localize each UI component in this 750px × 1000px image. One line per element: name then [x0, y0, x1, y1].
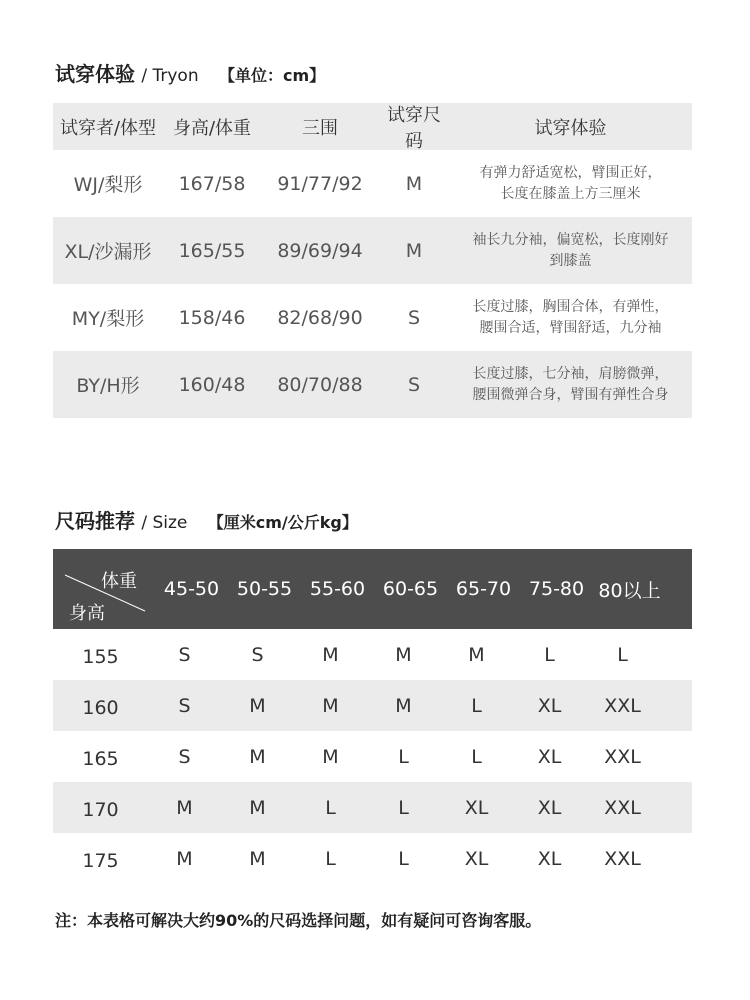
size-cell: M: [322, 643, 339, 666]
size-cell: XL: [537, 745, 562, 768]
tryon-section-title: [55, 58, 325, 87]
height-weight: 160/48: [178, 373, 246, 396]
height-weight: 158/46: [178, 306, 246, 329]
size-row: [53, 680, 692, 731]
size-title-en: / Size: [141, 513, 188, 533]
experience: [449, 364, 692, 406]
weight-range: 45-50: [163, 578, 220, 600]
experience-line: 长度过膝，七分袖，肩膀微弹，: [472, 365, 669, 382]
header-measurements: 三围: [302, 117, 338, 139]
tryon-row: [53, 217, 692, 284]
size-cell: XL: [537, 694, 562, 717]
size-cell: L: [325, 847, 336, 870]
tryon-title-cn: 试穿体验: [55, 62, 135, 86]
footnote: 注：本表格可解决大约90%的尺码选择问题，如有疑问可咨询客服。: [55, 911, 542, 930]
experience-line: 腰围合适，臂围舒适，九分袖: [479, 319, 662, 336]
height-value: 175: [82, 849, 119, 872]
experience-line: 长度在膝盖上方三厘米: [500, 185, 641, 202]
corner-weight-label: 体重: [101, 571, 137, 592]
size-cell: L: [325, 796, 336, 819]
size-unit: 【厘米cm/公斤kg】: [207, 513, 358, 532]
size-cell: M: [176, 847, 193, 870]
corner-height-label: 身高: [69, 603, 105, 624]
tester: XL/沙漏形: [64, 241, 152, 263]
tryon-row: [53, 150, 692, 217]
size-cell: M: [249, 796, 266, 819]
size-cell: M: [322, 745, 339, 768]
size-cell: S: [178, 694, 191, 717]
size-section-title: [55, 505, 358, 534]
size-cell: XXL: [604, 847, 641, 870]
header-experience: 试穿体验: [534, 117, 607, 139]
experience-line: 到膝盖: [549, 252, 592, 269]
experience-line: 长度过膝，胸围合体，有弹性，: [472, 298, 669, 315]
size-cell: M: [249, 694, 266, 717]
size-cell: L: [398, 745, 409, 768]
tryon-table: [53, 103, 692, 418]
tryon-title-en: / Tryon: [141, 66, 199, 86]
size-cell: L: [544, 643, 555, 666]
tester: BY/H形: [76, 375, 140, 397]
weight-range: 80以上: [598, 579, 661, 602]
size-cell: XL: [464, 796, 489, 819]
experience-line: 有弹力舒适宽松，臂围正好，: [479, 164, 662, 181]
header-tester: 试穿者/体型: [59, 117, 157, 139]
size-cell: M: [249, 745, 266, 768]
experience-line: 袖长九分袖，偏宽松，长度刚好: [472, 231, 669, 248]
size: S: [407, 373, 421, 396]
weight-range: 50-55: [236, 578, 293, 600]
header-height-weight: 身高/体重: [172, 117, 252, 139]
size-cell: XXL: [604, 694, 641, 717]
size-cell: M: [395, 643, 412, 666]
size-row: [53, 782, 692, 833]
tester: MY/梨形: [71, 308, 145, 330]
measurements: 82/68/90: [277, 306, 363, 329]
size-cell: M: [249, 847, 266, 870]
header-size: 试穿尺码: [387, 104, 441, 152]
weight-range: 60-65: [382, 578, 439, 600]
weight-range: 55-60: [309, 578, 366, 600]
size-row: [53, 731, 692, 782]
size-cell: M: [468, 643, 485, 666]
measurements: 89/69/94: [277, 239, 363, 262]
size-table: [53, 549, 692, 884]
size-row: [53, 629, 692, 680]
height-value: 160: [82, 696, 119, 719]
size-cell: S: [178, 745, 191, 768]
size-cell: XL: [537, 847, 562, 870]
tester: WJ/梨形: [73, 174, 143, 196]
experience-line: 腰围微弹合身，臂围有弹性合身: [472, 386, 669, 403]
height-value: 165: [82, 747, 119, 770]
tryon-row: [53, 351, 692, 418]
measurements: 91/77/92: [277, 172, 363, 195]
header-corner: [53, 549, 155, 629]
size-cell: XXL: [604, 745, 641, 768]
experience: [449, 297, 692, 339]
measurements: 80/70/88: [277, 373, 363, 396]
size-header-row: [53, 549, 692, 629]
experience: [449, 163, 692, 205]
size-cell: L: [471, 745, 482, 768]
height-weight: 165/55: [178, 239, 246, 262]
size-cell: L: [398, 796, 409, 819]
experience: [449, 230, 692, 272]
height-weight: 167/58: [178, 172, 246, 195]
size-cell: S: [178, 643, 191, 666]
tryon-row: [53, 284, 692, 351]
size-cell: L: [617, 643, 628, 666]
size-cell: L: [398, 847, 409, 870]
size-row: [53, 833, 692, 884]
size: S: [407, 306, 421, 329]
size: M: [405, 239, 423, 262]
size-cell: M: [395, 694, 412, 717]
size: M: [405, 172, 423, 195]
size-title-cn: 尺码推荐: [55, 509, 135, 533]
tryon-unit: 【单位：cm】: [218, 66, 326, 85]
weight-range: 65-70: [455, 578, 512, 600]
height-value: 155: [82, 645, 119, 668]
tryon-header-row: [53, 103, 692, 150]
size-cell: XXL: [604, 796, 641, 819]
size-cell: S: [251, 643, 264, 666]
size-cell: L: [471, 694, 482, 717]
size-cell: M: [322, 694, 339, 717]
size-cell: XL: [464, 847, 489, 870]
size-cell: M: [176, 796, 193, 819]
size-cell: XL: [537, 796, 562, 819]
height-value: 170: [82, 798, 119, 821]
weight-range: 75-80: [528, 578, 585, 600]
